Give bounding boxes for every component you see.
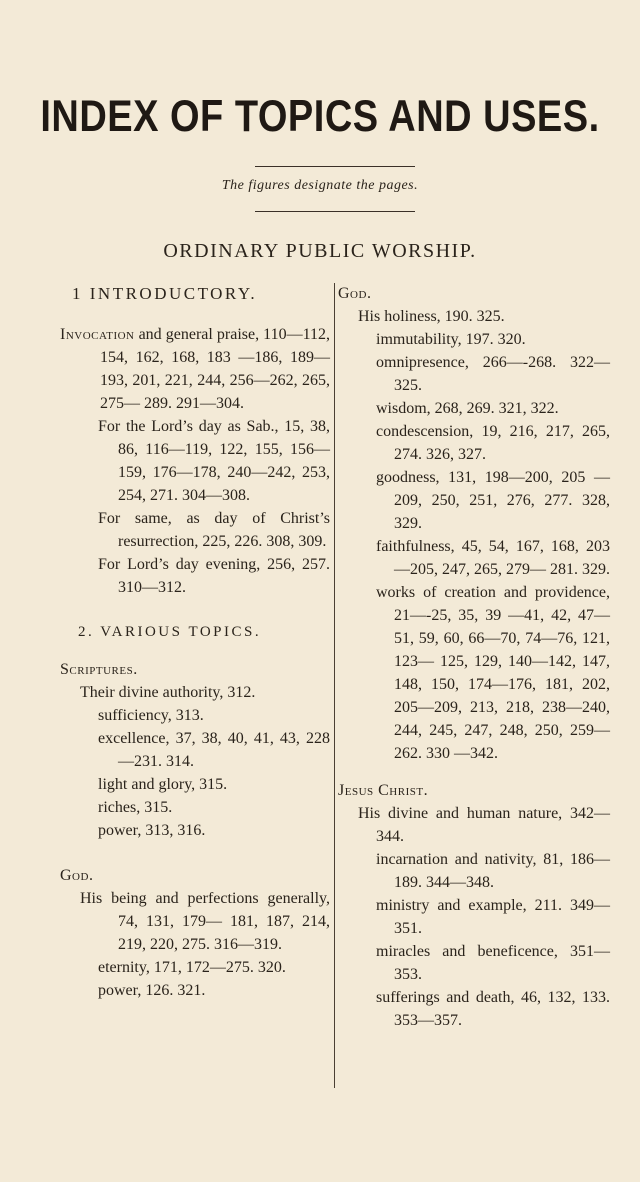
god-item: faithfulness, 45, 54, 167, 168, 203—205, 247, 265, 279— 281. 329.	[376, 538, 610, 578]
invocation-entry	[60, 323, 330, 415]
right-column	[338, 282, 610, 1032]
jesus-item: miracles and beneficence, 351—353.	[376, 943, 610, 983]
left-column	[60, 282, 330, 1002]
god-item: condescension, 19, 216, 217, 265, 274. 326, 327.	[376, 423, 610, 463]
title-rule-bottom	[255, 211, 415, 212]
title-rule-top	[255, 166, 415, 167]
introductory-heading: 1 INTRODUCTORY.	[72, 284, 258, 303]
god-item: works of creation and providence, 21—-25, 35, 39 —41, 42, 47—51, 59, 60, 66—70, 74—76, 121, 123— 125, 129, 140—142, 147, 148, 150, 174—176, 181, 202, 205—209, 213, 218, 238—240, 244, 245, 247, 248, 250, 259—262. 330 —342.	[376, 584, 610, 762]
section-heading: ORDINARY PUBLIC WORSHIP.	[163, 240, 477, 262]
scriptures-item: sufficiency, 313.	[98, 707, 204, 724]
god-item: power, 126. 321.	[98, 982, 206, 999]
god-item: omnipresence, 266—-268. 322—325.	[376, 354, 610, 394]
various-topics-heading: 2. VARIOUS TOPICS.	[78, 624, 262, 640]
jesus-item: ministry and example, 211. 349—351.	[376, 897, 610, 937]
jesus-item: sufferings and death, 46, 132, 133. 353—357.	[376, 989, 610, 1029]
lords-day-sab-entry: For the Lord’s day as Sab., 15, 38, 86, 116—119, 122, 155, 156—159, 176—178, 240—242, 253, 254, 271. 304—308.	[98, 418, 330, 504]
scriptures-heading: Scriptures.	[60, 661, 138, 678]
scriptures-item: excellence, 37, 38, 40, 41, 43, 228—231. 314.	[98, 730, 330, 770]
god-item: eternity, 171, 172—275. 320.	[98, 959, 286, 976]
scriptures-item: Their divine authority, 312.	[80, 684, 256, 701]
god-item: immutability, 197. 320.	[376, 331, 526, 348]
god-item: His being and perfections generally, 74, 131, 179— 181, 187, 214, 219, 220, 275. 316—319.	[80, 890, 330, 953]
scriptures-item: light and glory, 315.	[98, 776, 228, 793]
invocation-text: and general praise, 110—112, 154, 162, 168, 183 —186, 189—193, 201, 221, 244, 256—262, 265, 275— 289. 291—304.	[100, 326, 330, 412]
god-heading-left: God.	[60, 867, 94, 884]
god-item: goodness, 131, 198—200, 205 —209, 250, 251, 276, 277. 328, 329.	[376, 469, 610, 532]
god-item: His holiness, 190. 325.	[358, 308, 505, 325]
jesus-item: incarnation and nativity, 81, 186—189. 344—348.	[376, 851, 610, 891]
scriptures-item: power, 313, 316.	[98, 822, 206, 839]
page-title: INDEX OF TOPICS AND USES.	[40, 92, 600, 142]
column-divider	[334, 283, 335, 1088]
invocation-head: Invocation	[60, 326, 135, 343]
same-day-christ-entry: For same, as day of Christ’s resurrection, 225, 226. 308, 309.	[98, 510, 330, 550]
scriptures-item: riches, 315.	[98, 799, 173, 816]
jesus-christ-heading: Jesus Christ.	[338, 782, 429, 799]
page-subtitle: The figures designate the pages.	[221, 178, 419, 193]
jesus-item: His divine and human nature, 342—344.	[358, 805, 610, 845]
god-heading-right: God.	[338, 285, 372, 302]
lords-day-evening-entry: For Lord’s day evening, 256, 257. 310—312.	[98, 556, 330, 596]
god-item: wisdom, 268, 269. 321, 322.	[376, 400, 559, 417]
